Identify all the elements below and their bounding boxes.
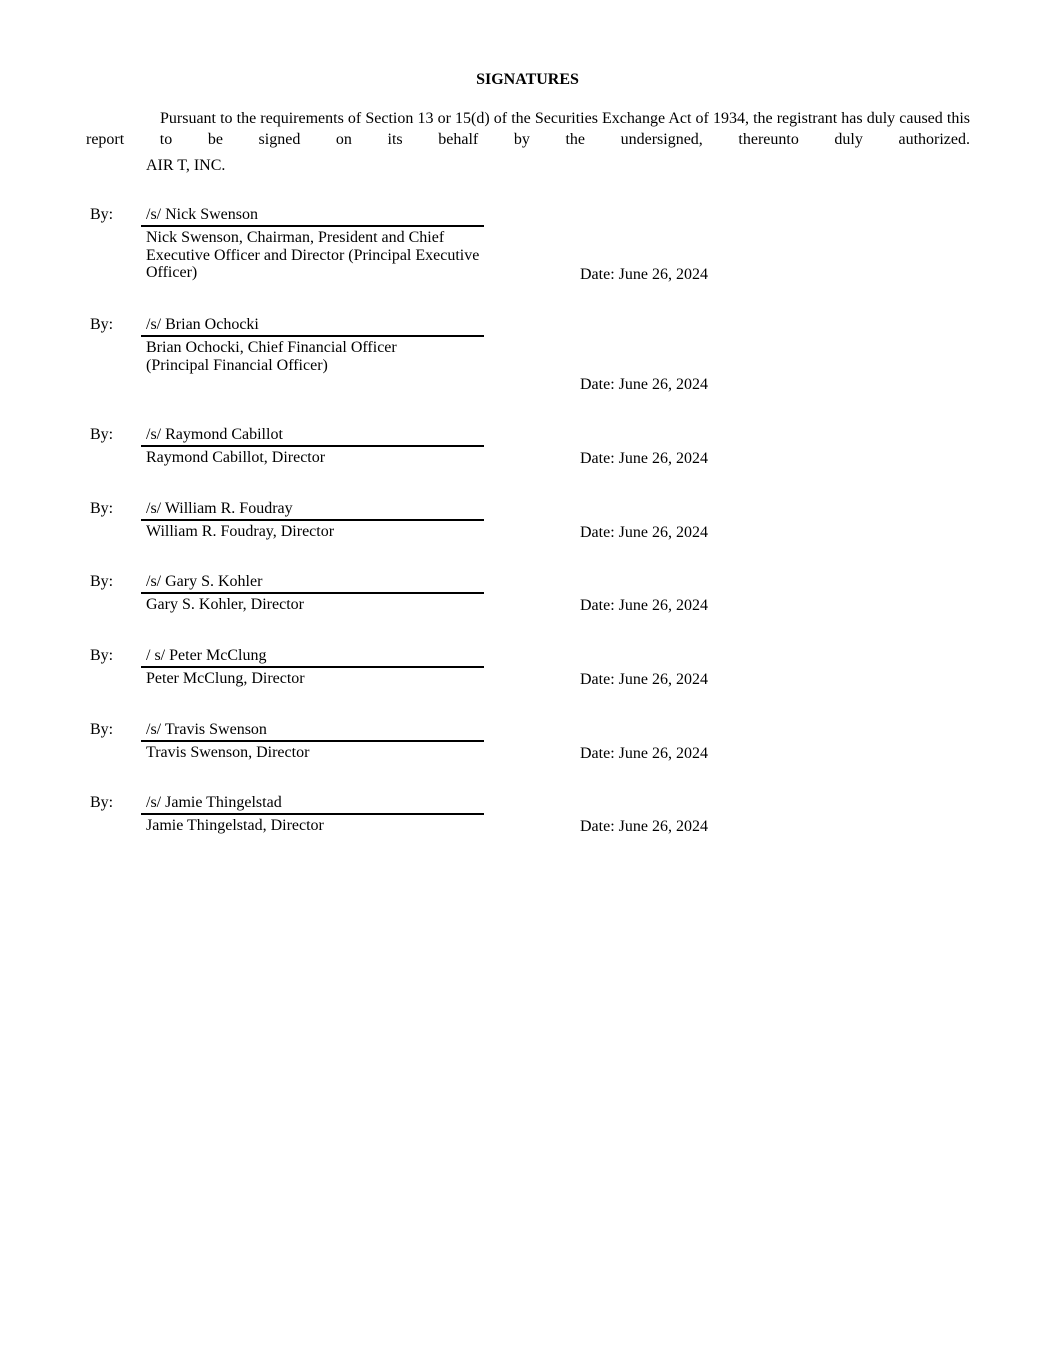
signature-underline (141, 519, 484, 521)
signature-underline (141, 740, 484, 742)
company-name: AIR T, INC. (146, 157, 226, 174)
signature-underline (141, 666, 484, 668)
signer-name-title: Travis Swenson, Director (146, 744, 310, 761)
signer-name-title: Gary S. Kohler, Director (146, 596, 304, 613)
signature-underline (141, 813, 484, 815)
signature-date: Date: June 26, 2024 (580, 597, 708, 614)
signature-underline (141, 335, 484, 337)
signature-text: /s/ Gary S. Kohler (146, 573, 263, 590)
signer-name-title: Brian Ochocki, Chief Financial Officer (Principal Financial Officer) (146, 339, 397, 374)
signature-date: Date: June 26, 2024 (580, 818, 708, 835)
intro-paragraph: Pursuant to the requirements of Section 13 or 15(d) of the Securities Exchange Act of 1934, the registrant has duly caused this report to be signed on its behalf by the undersigned, thereunto duly authorized. (86, 110, 970, 148)
by-label: By: (90, 500, 114, 517)
signature-date: Date: June 26, 2024 (580, 266, 708, 283)
signature-text: /s/ Jamie Thingelstad (146, 794, 282, 811)
signature-date: Date: June 26, 2024 (580, 524, 708, 541)
signer-name-title: William R. Foudray, Director (146, 523, 335, 540)
signature-date: Date: June 26, 2024 (580, 376, 708, 393)
page-title: SIGNATURES (476, 71, 579, 88)
signature-text: /s/ Raymond Cabillot (146, 426, 283, 443)
signer-name-title: Nick Swenson, Chairman, President and Chief Executive Officer and Director (Principal Executive Officer) (146, 229, 480, 281)
signature-text: /s/ Brian Ochocki (146, 316, 259, 333)
signature-date: Date: June 26, 2024 (580, 450, 708, 467)
signature-date: Date: June 26, 2024 (580, 745, 708, 762)
signature-date: Date: June 26, 2024 (580, 671, 708, 688)
signature-text: /s/ Nick Swenson (146, 206, 258, 223)
signature-text: /s/ William R. Foudray (146, 500, 293, 517)
by-label: By: (90, 206, 114, 223)
by-label: By: (90, 316, 114, 333)
signer-name-title: Peter McClung, Director (146, 670, 305, 687)
by-label: By: (90, 721, 114, 738)
signature-underline (141, 225, 484, 227)
signature-text: /s/ Travis Swenson (146, 721, 267, 738)
by-label: By: (90, 647, 114, 664)
signature-underline (141, 592, 484, 594)
by-label: By: (90, 426, 114, 443)
signer-name-title: Raymond Cabillot, Director (146, 449, 326, 466)
by-label: By: (90, 573, 114, 590)
signature-text: / s/ Peter McClung (146, 647, 267, 664)
signer-name-title: Jamie Thingelstad, Director (146, 817, 324, 834)
by-label: By: (90, 794, 114, 811)
signature-underline (141, 445, 484, 447)
